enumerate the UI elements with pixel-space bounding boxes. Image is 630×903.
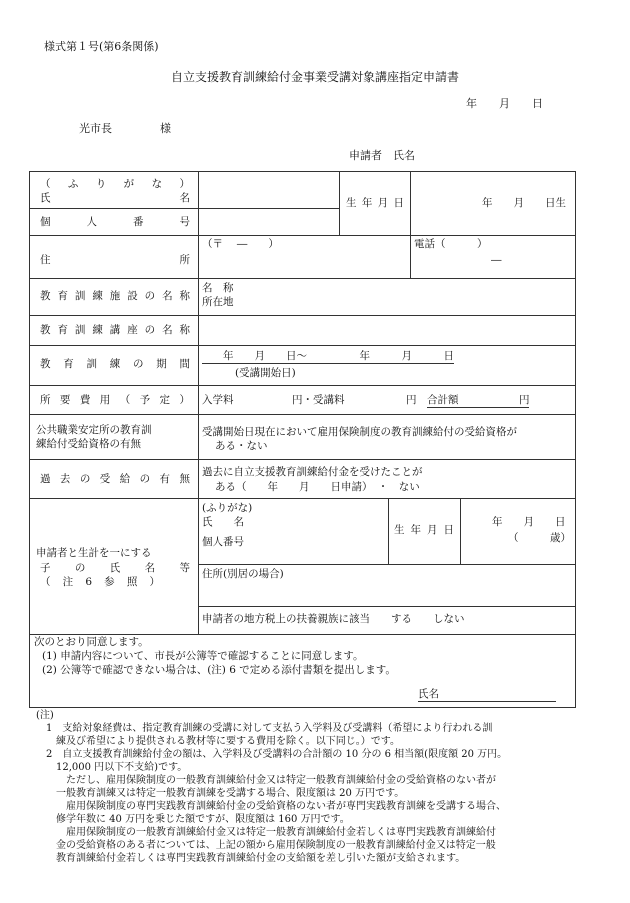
note-line: 雇用保険制度の専門実践教育訓練給付金の受給資格のない者が専門実践教育訓練を受講する場合、 <box>36 801 506 812</box>
household-tax-dependent[interactable]: 申請者の地方税上の扶養親族に該当 する しない <box>202 613 465 625</box>
household-label-3: （ 注 6 参 照 ） <box>40 576 160 588</box>
note-line: 修学年数に 40 万円を乗じた額ですが、限度額は 160 万円です。 <box>36 814 350 825</box>
note-line: 雇用保険制度の一般教育訓練給付金又は特定一般教育訓練給付金若しくは専門実践教育訓練給付 <box>36 827 496 838</box>
total-amount-field[interactable]: 合計額 円 <box>427 394 530 406</box>
consent-intro: 次のとおり同意します。 <box>34 636 149 648</box>
phone-dash: ― <box>491 254 502 266</box>
phone-label[interactable]: 電話（ ） <box>414 238 488 250</box>
note-line: 練及び希望により提供される教材等に要する費用を除く。以下同じ。）です。 <box>36 736 400 747</box>
note-line: 金の受給資格のある者については、上記の額から雇用保険制度の一般教育訓練給付金又は特定一般 <box>36 840 496 851</box>
facility-label: 教 育 訓 練 施 設 の 名 称 <box>40 290 190 302</box>
employment-qualification-text: 受講開始日現在において雇用保険制度の教育訓練給付の受給資格が <box>202 426 517 438</box>
employment-qualification-label-2: 練給付受給資格の有無 <box>36 438 141 450</box>
birth-date-label: 生 年 月 日 <box>346 197 404 209</box>
note-line: 2 自立支援教育訓練給付金の額は、入学料及び受講料の合計額の 10 分の 6 相当額(限度額 20 万円。 <box>36 749 508 760</box>
applicant-name-label: 申請者 氏名 <box>349 149 415 162</box>
individual-number-label: 個 人 番 号 <box>40 216 190 228</box>
consent-signature-field[interactable]: 氏名 <box>418 688 556 702</box>
notes-heading: (注) <box>36 710 54 721</box>
past-receipt-text: 過去に自立支援教育訓練給付金を受けたことが <box>202 466 423 478</box>
household-age[interactable]: （ 歳） <box>508 532 571 544</box>
household-birth-value[interactable]: 年 月 日 <box>492 516 566 528</box>
tuition-yen: 円 <box>406 394 417 406</box>
training-period-note: (受講開始日) <box>235 367 296 379</box>
household-birth-label: 生 年 月 日 <box>394 524 454 536</box>
training-period-label: 教 育 訓 練 の 期 間 <box>40 358 190 370</box>
note-line: 12,000 円以下不支給)です。 <box>36 762 188 773</box>
address-label: 住 所 <box>40 254 190 266</box>
household-furigana-label: (ふりがな) <box>202 502 253 514</box>
past-receipt-options[interactable]: ある（ 年 月 日申請） ・ ない <box>215 481 420 493</box>
household-name-label: 氏 名 <box>202 516 244 528</box>
employment-qualification-options[interactable]: ある・ない <box>215 440 268 452</box>
addressee-honorific: 様 <box>160 122 171 135</box>
furigana-label: （ ふ り が な ） <box>40 178 190 190</box>
household-address-label: 住所(別居の場合) <box>202 568 284 580</box>
consent-item-2: (2) 公簿等で確認できない場合は、(注) 6 で定める添付書類を提出します。 <box>42 664 396 676</box>
application-form-table <box>29 171 576 708</box>
training-period-value[interactable]: 年 月 日～ 年 月 日 <box>202 350 454 362</box>
employment-qualification-label-1: 公共職業安定所の教育訓 <box>36 424 152 436</box>
household-number-label: 個人番号 <box>202 536 244 548</box>
application-date: 年 月 日 <box>466 97 543 110</box>
facility-name-label: 名 称 <box>202 282 234 294</box>
form-title: 自立支援教育訓練給付金事業受講対象講座指定申請書 <box>170 70 459 84</box>
form-number: 様式第１号(第6条関係) <box>44 40 159 53</box>
household-label-1: 申請者と生計を一にする <box>36 547 152 559</box>
course-name-label: 教 育 訓 練 講 座 の 名 称 <box>40 324 190 336</box>
postal-code[interactable]: （〒 ― ） <box>202 238 279 250</box>
estimated-cost-label: 所 要 費 用 （ 予 定 ） <box>40 394 190 406</box>
household-label-2: 子 の 氏 名 等 <box>40 562 190 574</box>
admission-fee-label: 入学料 <box>202 394 234 406</box>
note-line: 教育訓練給付金若しくは専門実践教育訓練給付金の支給額を差し引いた額が支給されます。 <box>36 853 466 864</box>
birth-date-value[interactable]: 年 月 日生 <box>482 197 566 209</box>
note-line: 1 支給対象経費は、指定教育訓練の受講に対して支払う入学料及び受講料（希望により行われる訓 <box>36 723 493 734</box>
note-line: ただし、雇用保険制度の一般教育訓練給付金又は特定一般教育訓練給付金の受給資格のない者が <box>36 775 496 786</box>
tuition-fee-label: 円・受講料 <box>292 394 345 406</box>
name-input[interactable] <box>200 174 337 234</box>
note-line: 一般教育訓練又は特定一般教育訓練を受講する場合、限度額は 20 万円です。 <box>36 788 405 799</box>
past-receipt-label: 過 去 の 受 給 の 有 無 <box>40 473 190 485</box>
facility-location-label: 所在地 <box>202 296 234 308</box>
addressee: 光市長 <box>79 122 112 135</box>
consent-item-1: (1) 申請内容について、市長が公簿等で確認することに同意します。 <box>42 650 364 662</box>
name-label: 氏 名 <box>40 192 190 204</box>
